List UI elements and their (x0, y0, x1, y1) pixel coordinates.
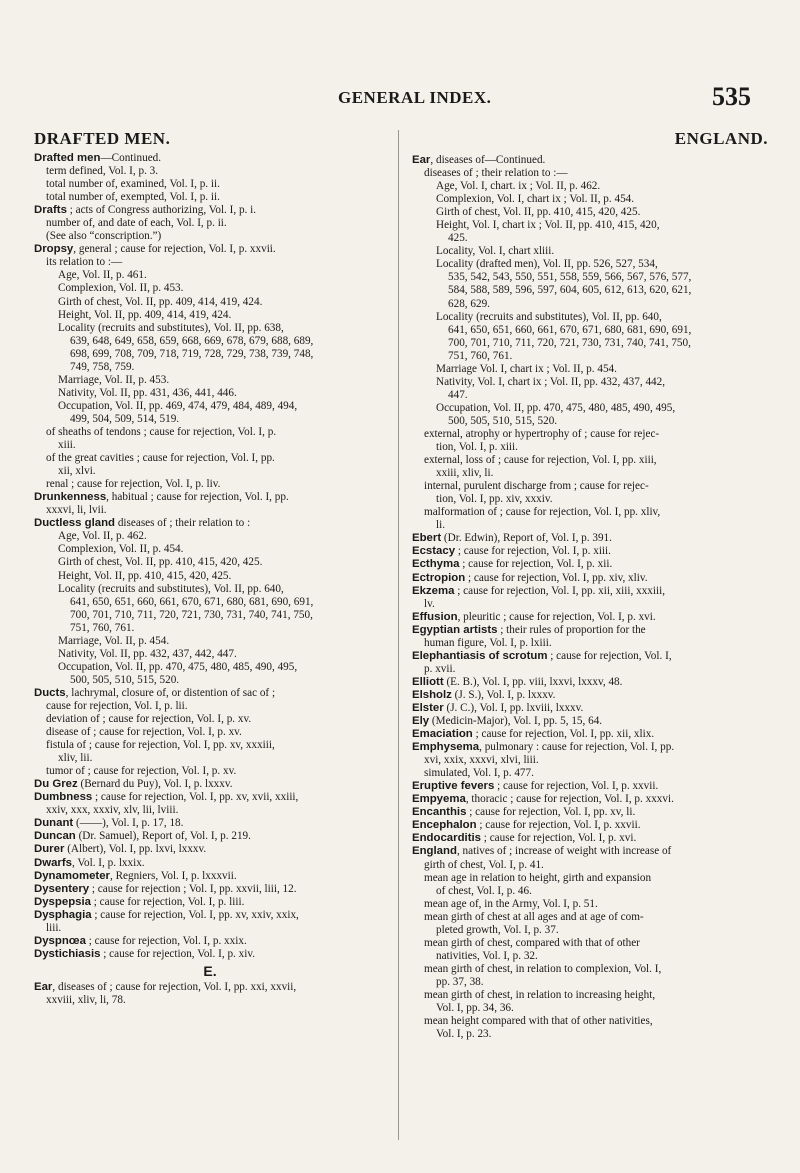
index-subentry: Height, Vol. II, pp. 410, 415, 420, 425. (58, 569, 232, 582)
index-subentry: xxiii, xliv, li. (436, 467, 494, 480)
entry-headword: Endocarditis (412, 832, 481, 845)
index-subentry: 749, 758, 759. (70, 360, 135, 373)
entry-headword: Eruptive fevers (412, 780, 495, 793)
index-entry (34, 517, 386, 530)
index-entry (34, 204, 386, 217)
index-subentry: total number of, examined, Vol. I, p. ii. (46, 178, 220, 191)
right-index-entries (412, 154, 768, 1041)
entry-text: (E. B.), Vol. I, pp. viii, lxxvi, lxxxv, 48. (443, 675, 623, 688)
index-subentry: Marriage Vol. I, chart ix ; Vol. II, p. 454. (436, 362, 617, 375)
entry-headword: Dystichiasis (34, 947, 101, 960)
index-subentry: xxiv, xxx, xxxiv, xlv, lii, lviii. (46, 804, 179, 817)
index-entry (412, 585, 768, 598)
index-subentry: external, loss of ; cause for rejection, Vol. I, pp. xiii, (424, 454, 657, 467)
index-subentry: 425. (448, 232, 468, 245)
entry-headword: Dysphagia (34, 908, 92, 921)
index-subentry: 751, 760, 761. (70, 621, 135, 634)
entry-text: , natives of ; increase of weight with increase of (456, 845, 672, 858)
entry-text: ; cause for rejection, Vol. I, pp. xv, xvii, xxiii, (92, 791, 299, 804)
entry-text: (Dr. Samuel), Report of, Vol. I, p. 219. (75, 830, 251, 843)
entry-headword: Duncan (34, 830, 76, 843)
entry-text: ; cause for rejection, Vol. I, p. liii. (90, 895, 245, 908)
left-column-heading: DRAFTED MEN. (34, 129, 171, 148)
index-subentry: mean height compared with that of other nativities, (424, 1015, 653, 1028)
entry-headword: Egyptian artists (412, 623, 498, 636)
index-subentry: Age, Vol. II, p. 462. (58, 530, 147, 543)
entry-headword: Ekzema (412, 584, 455, 597)
index-subentry: Occupation, Vol. II, pp. 470, 475, 480, 485, 490, 495, (58, 660, 298, 673)
entry-text: ; cause for rejection, Vol. I, (547, 649, 672, 662)
entry-text: (J. C.), Vol. I, pp. lxviii, lxxxv. (443, 701, 584, 714)
index-entry (34, 896, 386, 909)
index-subentry: total number of, exempted, Vol. I, p. ii. (46, 191, 220, 204)
index-entry (412, 676, 768, 689)
index-subentry: Girth of chest, Vol. II, pp. 410, 415, 420, 425. (436, 206, 641, 219)
index-subentry: tumor of ; cause for rejection, Vol. I, p. xv. (46, 765, 237, 778)
entry-text: ; cause for rejection, Vol. I, pp. xv, li. (466, 806, 636, 819)
running-title: GENERAL INDEX. (338, 88, 492, 107)
index-subentry: Nativity, Vol. I, chart ix ; Vol. II, pp. 432, 437, 442, (436, 375, 666, 388)
entry-text: , general ; cause for rejection, Vol. I, p. xxvii. (73, 243, 276, 256)
entry-headword: Emaciation (412, 728, 473, 741)
entry-text: , habitual ; cause for rejection, Vol. I, pp. (106, 491, 289, 504)
index-subentry: xliv, lii. (58, 752, 93, 765)
index-subentry: Locality, Vol. I, chart xliii. (436, 245, 555, 258)
index-entry (412, 689, 768, 702)
index-subentry: number of, and date of each, Vol. I, p. ii. (46, 217, 227, 230)
index-entry (34, 870, 386, 883)
index-subentry: Occupation, Vol. II, pp. 470, 475, 480, 485, 490, 495, (436, 401, 676, 414)
index-subentry: xxxvi, li, lvii. (46, 504, 107, 517)
entry-text: , Vol. I, p. lxxix. (71, 856, 145, 869)
right-column-heading: ENGLAND. (674, 129, 768, 148)
index-subentry: li. (436, 519, 446, 532)
entry-text: (Medicin-Major), Vol. I, pp. 5, 15, 64. (429, 715, 603, 728)
entry-text: ; cause for rejection, Vol. I, p. xvi. (481, 832, 637, 845)
index-subentry: Girth of chest, Vol. II, pp. 409, 414, 419, 424. (58, 295, 263, 308)
index-entry (412, 715, 768, 728)
entry-headword: Emphysema (412, 741, 480, 754)
entry-headword: Effusion (412, 610, 458, 623)
entry-headword: Ecthyma (412, 558, 460, 571)
entry-headword: Elliott (412, 675, 444, 688)
entry-headword: Ear (412, 154, 431, 166)
index-entry (34, 687, 386, 700)
index-entry (412, 819, 768, 832)
index-subentry: disease of ; cause for rejection, Vol. I, p. xv. (46, 726, 242, 739)
entry-headword: Dwarfs (34, 856, 72, 869)
entry-text: ; cause for rejection, Vol. I, pp. xv, xxiv, xxix, (91, 908, 299, 921)
index-subentry: 628, 629. (448, 297, 490, 310)
entry-text: (Dr. Edwin), Report of, Vol. I, p. 391. (441, 532, 612, 545)
index-entry (34, 857, 386, 870)
index-subentry: external, atrophy or hypertrophy of ; cause for rejec- (424, 427, 660, 440)
index-subentry: its relation to :— (46, 256, 123, 269)
entry-text: (——), Vol. I, p. 17, 18. (73, 817, 184, 830)
index-entry (34, 948, 386, 961)
index-subentry: 751, 760, 761. (448, 349, 513, 362)
column-divider (398, 130, 399, 1140)
index-subentry: Marriage, Vol. II, p. 453. (58, 373, 170, 386)
index-subentry: Occupation, Vol. II, pp. 469, 474, 479, 484, 489, 494, (58, 399, 298, 412)
index-entry (412, 793, 768, 806)
index-subentry: pp. 37, 38. (436, 975, 484, 988)
entry-headword: Drunkenness (34, 491, 107, 504)
index-entry (412, 572, 768, 585)
index-subentry: 584, 588, 589, 596, 597, 604, 605, 612, 613, 620, 621, (448, 284, 692, 297)
entry-headword: Ely (412, 715, 430, 728)
index-subentry: 700, 701, 710, 711, 720, 721, 730, 731, 740, 741, 750, (70, 608, 313, 621)
entry-headword: Encephalon (412, 819, 477, 832)
index-subentry: cause for rejection, Vol. I, p. lii. (46, 699, 188, 712)
index-entry (34, 778, 386, 791)
index-entry (412, 806, 768, 819)
entry-text: (Albert), Vol. I, pp. lxvi, lxxxv. (64, 843, 207, 856)
index-subentry: liii. (46, 921, 62, 934)
entry-headword: Elephantiasis of scrotum (412, 649, 548, 662)
entry-text: , Regniers, Vol. I, p. lxxxvii. (109, 869, 237, 882)
index-entry (34, 843, 386, 856)
entry-text: ; their rules of proportion for the (497, 623, 646, 636)
entry-text: —Continued. (100, 152, 162, 164)
running-head (0, 82, 800, 112)
entry-headword: England (412, 845, 457, 858)
index-subentry: Complexion, Vol. I, chart ix ; Vol. II, p. 454. (436, 193, 635, 206)
index-subentry: mean age in relation to height, girth and expansion (424, 871, 652, 884)
index-entry (412, 741, 768, 754)
index-subentry: of sheaths of tendons ; cause for rejection, Vol. I, p. (46, 425, 277, 438)
index-entry (412, 728, 768, 741)
entry-headword: Dyspepsia (34, 895, 91, 908)
entry-text: , thoracic ; cause for rejection, Vol. I, p. xxxvi. (465, 793, 674, 806)
index-subentry: Vol. I, pp. 34, 36. (436, 1002, 514, 1015)
index-entry (412, 650, 768, 663)
index-subentry: 700, 701, 710, 711, 720, 721, 730, 731, 740, 741, 750, (448, 336, 691, 349)
index-subentry: girth of chest, Vol. I, p. 41. (424, 858, 544, 871)
index-subentry: human figure, Vol. I, p. lxiii. (424, 636, 552, 649)
entry-headword: Dysentery (34, 882, 90, 895)
index-subentry: 500, 505, 510, 515, 520. (448, 414, 558, 427)
entry-text: ; cause for rejection, Vol. I, p. xxvii. (494, 780, 659, 793)
entry-headword: Ecstacy (412, 545, 456, 558)
index-subentry: fistula of ; cause for rejection, Vol. I, pp. xv, xxxiii, (46, 739, 275, 752)
entry-headword: Ductless gland (34, 517, 116, 530)
index-subentry: 641, 650, 651, 660, 661, 670, 671, 680, 681, 690, 691, (70, 595, 314, 608)
index-entry (34, 830, 386, 843)
index-subentry: xiii. (58, 439, 76, 452)
entry-headword: Ebert (412, 532, 442, 545)
index-subentry: Locality (recruits and substitutes), Vol. II, pp. 640, (58, 582, 284, 595)
index-entry (34, 909, 386, 922)
index-subentry: 639, 648, 649, 658, 659, 668, 669, 678, 679, 688, 689, (70, 334, 314, 347)
index-subentry: diseases of ; their relation to :— (424, 167, 568, 180)
index-subentry: xvi, xxix, xxxvi, xlvi, liii. (424, 754, 539, 767)
entry-headword: Dumbness (34, 791, 93, 804)
entry-text: ; cause for rejection, Vol. I, p. xiii. (455, 545, 611, 558)
index-subentry: malformation of ; cause for rejection, Vol. I, pp. xliv, (424, 506, 661, 519)
entry-text: , pulmonary : cause for rejection, Vol. I, pp. (479, 741, 675, 754)
entry-headword: Encanthis (412, 806, 467, 819)
index-subentry: Height, Vol. II, pp. 409, 414, 419, 424. (58, 308, 232, 321)
index-subentry: mean girth of chest, in relation to increasing height, (424, 989, 656, 1001)
index-entry (412, 702, 768, 715)
index-entry (412, 780, 768, 793)
index-subentry: tion, Vol. I, p. xiii. (436, 441, 518, 454)
index-subentry: 535, 542, 543, 550, 551, 558, 559, 566, 567, 576, 577, (448, 271, 692, 284)
index-subentry: 698, 699, 708, 709, 718, 719, 728, 729, 738, 739, 748, (70, 347, 314, 360)
index-subentry: Complexion, Vol. II, p. 454. (58, 543, 184, 556)
index-subentry: Locality (recruits and substitutes), Vol. II, pp. 640, (436, 310, 662, 323)
section-letter: E. (203, 962, 217, 979)
entry-text: ; cause for rejection, Vol. I, pp. xiv, xliv. (465, 571, 648, 584)
entry-headword: Ear (34, 980, 53, 993)
index-subentry: of chest, Vol. I, p. 46. (436, 884, 532, 897)
index-entry (412, 558, 768, 571)
index-entry (412, 832, 768, 845)
entry-headword: Dynamometer (34, 869, 110, 882)
entry-text: ; acts of Congress authorizing, Vol. I, p. i. (66, 204, 257, 217)
entry-headword: Ducts (34, 686, 66, 699)
index-subentry: p. xvii. (424, 662, 456, 675)
entry-headword: Durer (34, 843, 65, 856)
index-subentry: tion, Vol. I, pp. xiv, xxxiv. (436, 493, 553, 506)
entry-text: ; cause for rejection, Vol. I, p. xii. (459, 558, 613, 571)
index-subentry: mean girth of chest, in relation to complexion, Vol. I, (424, 962, 662, 975)
index-subentry: Nativity, Vol. II, pp. 431, 436, 441, 446. (58, 386, 237, 399)
index-subentry: Girth of chest, Vol. II, pp. 410, 415, 420, 425. (58, 556, 263, 569)
entry-headword: Dropsy (34, 243, 74, 256)
entry-text: , pleuritic ; cause for rejection, Vol. I, p. xvi. (457, 610, 656, 623)
entry-headword: Elster (412, 701, 444, 714)
entry-headword: Dunant (34, 817, 74, 830)
index-subentry: Age, Vol. II, p. 461. (58, 269, 147, 282)
entry-text: , lachrymal, closure of, or distention of sac of ; (65, 686, 276, 699)
index-entry (412, 154, 768, 167)
index-subentry: Locality (drafted men), Vol. II, pp. 526, 527, 534, (436, 258, 658, 271)
entry-text: ; cause for rejection, Vol. I, p. xxvii. (476, 819, 641, 832)
right-column (412, 126, 768, 1041)
index-subentry: 499, 504, 509, 514, 519. (70, 412, 180, 425)
entry-text: diseases of ; their relation to : (115, 517, 251, 530)
index-subentry: mean girth of chest at all ages and at age of com- (424, 910, 644, 923)
index-subentry: deviation of ; cause for rejection, Vol. I, p. xv. (46, 713, 252, 726)
page-number: 535 (712, 82, 751, 111)
index-entry (412, 532, 768, 545)
index-subentry: internal, purulent discharge from ; cause for rejec- (424, 480, 649, 493)
index-subentry: Complexion, Vol. II, p. 453. (58, 282, 184, 295)
index-entry (34, 152, 386, 165)
index-entry (34, 935, 386, 948)
index-subentry: xxviii, xliv, li, 78. (46, 994, 126, 1006)
entry-text: ; cause for rejection, Vol. I, p. xiv. (100, 947, 255, 960)
index-subentry: mean girth of chest, compared with that of other (424, 936, 640, 949)
index-subentry: Nativity, Vol. II, pp. 432, 437, 442, 447. (58, 647, 237, 660)
index-subentry: 641, 650, 651, 660, 661, 670, 671, 680, 681, 690, 691, (448, 323, 692, 336)
index-subentry: of the great cavities ; cause for rejection, Vol. I, pp. (46, 452, 275, 465)
index-subentry: (See also “conscription.”) (46, 230, 162, 243)
index-subentry: xii, xlvi. (58, 465, 96, 478)
entry-headword: Ectropion (412, 571, 466, 584)
index-entry (34, 817, 386, 830)
index-subentry: Locality (recruits and substitutes), Vol. II, pp. 638, (58, 321, 284, 334)
index-entry (412, 624, 768, 637)
entry-headword: Drafts (34, 204, 67, 217)
left-column (34, 126, 386, 1007)
index-entry (412, 611, 768, 624)
index-subentry: Vol. I, p. 23. (436, 1028, 492, 1041)
entry-text: (J. S.), Vol. I, p. lxxxv. (451, 688, 556, 701)
index-subentry: nativities, Vol. I, p. 32. (436, 949, 538, 962)
index-entry (412, 845, 768, 858)
index-entry (34, 243, 386, 256)
index-subentry: Age, Vol. I, chart. ix ; Vol. II, p. 462. (436, 180, 601, 193)
index-entry (34, 791, 386, 804)
entry-text: , diseases of ; cause for rejection, Vol. I, pp. xxi, xxvii, (52, 980, 297, 993)
entry-text: ; cause for rejection, Vol. I, pp. xii, xiii, xxxiii, (454, 584, 665, 597)
index-entry (34, 981, 386, 994)
index-subentry: Marriage, Vol. II, p. 454. (58, 634, 170, 647)
index-subentry: pleted growth, Vol. I, p. 37. (436, 923, 559, 936)
entry-headword: Empyema (412, 793, 466, 806)
entry-text: ; cause for rejection, Vol. I, p. xxix. (85, 934, 247, 947)
index-entry (412, 545, 768, 558)
entry-text: (Bernard du Puy), Vol. I, p. lxxxv. (77, 778, 233, 791)
index-entry (34, 883, 386, 896)
left-index-entries (34, 152, 386, 1007)
entry-headword: Elsholz (412, 688, 452, 701)
index-subentry: mean age of, in the Army, Vol. I, p. 51. (424, 897, 598, 910)
index-subentry: 500, 505, 510, 515, 520. (70, 673, 180, 686)
index-entry (34, 491, 386, 504)
entry-text: ; cause for rejection ; Vol. I, pp. xxvii, liii, 12. (89, 882, 297, 895)
entry-headword: Drafted men (34, 152, 101, 164)
entry-headword: Du Grez (34, 778, 78, 791)
index-subentry: Height, Vol. I, chart ix ; Vol. II, pp. 410, 415, 420, (436, 219, 660, 232)
index-subentry: term defined, Vol. I, p. 3. (46, 165, 159, 178)
entry-headword: Dyspnœa (34, 934, 86, 947)
index-subentry: lv. (424, 597, 435, 610)
entry-text: ; cause for rejection, Vol. I, pp. xii, xlix. (472, 728, 655, 741)
index-subentry: 447. (448, 388, 468, 401)
entry-text: , diseases of—Continued. (430, 154, 546, 166)
index-subentry: renal ; cause for rejection, Vol. I, p. liv. (46, 478, 221, 491)
index-subentry: simulated, Vol. I, p. 477. (424, 767, 534, 780)
